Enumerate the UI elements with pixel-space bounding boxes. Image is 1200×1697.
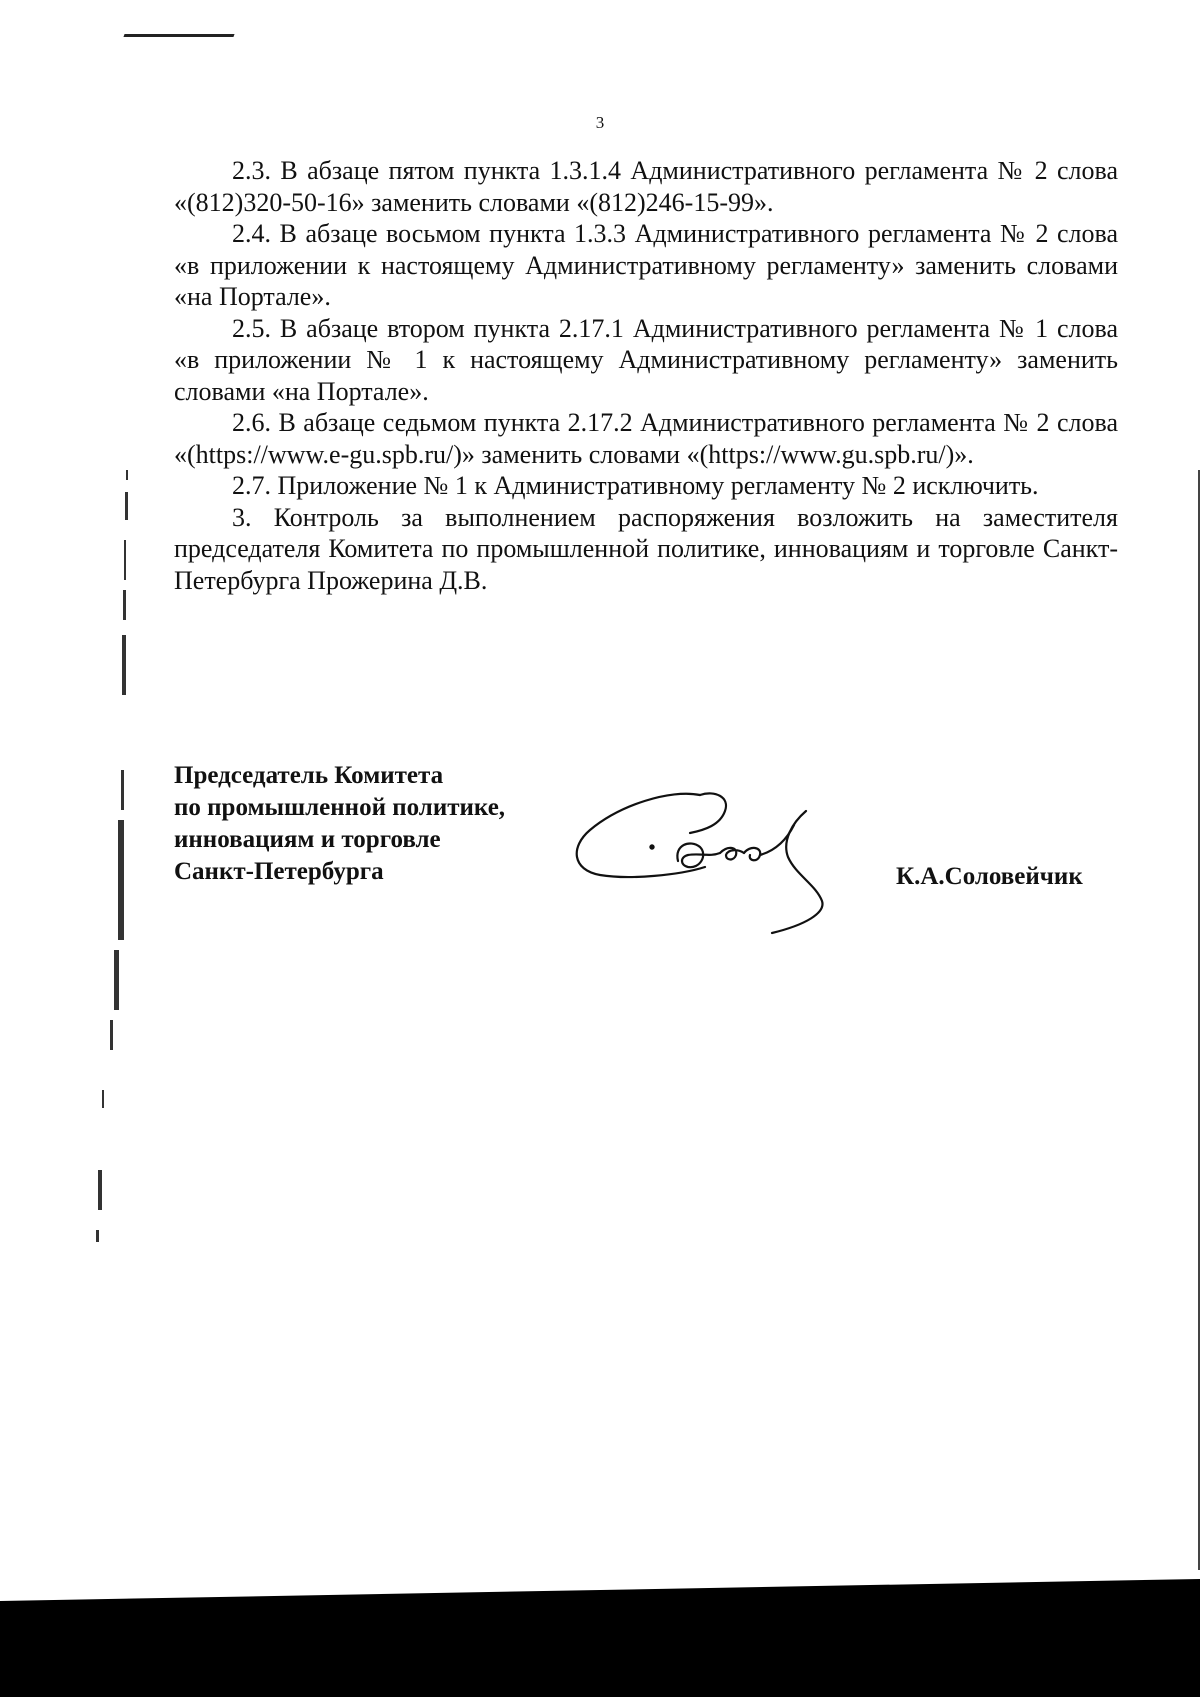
paragraph-2-7: 2.7. Приложение № 1 к Административному регламенту № 2 исключить. bbox=[232, 471, 1039, 500]
signatory-position-line: по промышленной политике, bbox=[174, 794, 506, 821]
scan-edge-noise bbox=[40, 470, 140, 1260]
paragraph-2-6: 2.6. В абзаце седьмом пункта 2.17.2 Административного регламента № 2 слова «(https://www.e-gu.spb.ru/)» заменить словами «(https://www.gu.spb.ru/)». bbox=[174, 408, 1118, 469]
paragraph-3: 3. Контроль за выполнением распоряжения возложить на заместителя председателя Комитета по промышленной политике, инновациям и торговле Санкт-Петербурга Прожерина Д.В. bbox=[174, 502, 1118, 595]
paragraph-2-3: 2.3. В абзаце пятом пункта 1.3.1.4 Административного регламента № 2 слова «(812)320-50-16» заменить словами «(812)246-15-99». bbox=[174, 156, 1118, 217]
document-body bbox=[174, 155, 1118, 596]
signatory-position-line: Председатель Комитета bbox=[174, 762, 444, 789]
paragraph-2-4: 2.4. В абзаце восьмом пункта 1.3.3 Административного регламента № 2 слова «в приложении к настоящему Административному регламенту» заменить словами «на Портале». bbox=[174, 219, 1118, 311]
signer-name: К.А.Соловейчик bbox=[896, 863, 1083, 890]
scan-mark bbox=[123, 34, 234, 37]
scan-dark-border bbox=[0, 1579, 1200, 1697]
handwritten-signature bbox=[560, 775, 880, 935]
page-number: 3 bbox=[595, 113, 605, 132]
signatory-position-line: инновациям и торговле bbox=[174, 826, 441, 853]
signatory-position-line: Санкт-Петербурга bbox=[174, 858, 384, 885]
paragraph-2-5: 2.5. В абзаце втором пункта 2.17.1 Административного регламента № 1 слова «в приложении № 1 к настоящему Административному регламенту» заменить словами «на Портале». bbox=[174, 313, 1118, 406]
signatory-position bbox=[174, 760, 554, 888]
